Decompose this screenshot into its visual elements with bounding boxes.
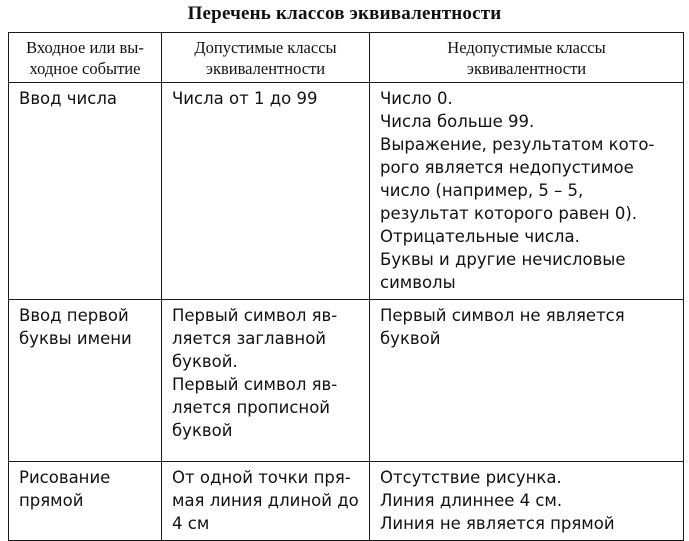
header-line: Недопустимые классы [447,38,606,57]
cell-line: Первый символ не является [380,306,625,325]
cell-line: Число 0. [380,89,453,108]
cell-line: Числа больше 99. [380,112,535,131]
cell-line: рого является недопустимое [380,158,634,177]
cell-line: Линия не является прямой [380,514,615,533]
cell-line: Рисование [19,468,111,487]
header-line: эквивалентности [205,59,326,78]
cell-line: Буквы и другие нечисловые [380,250,626,269]
header-event [9,33,162,83]
invalid-cell [370,462,684,541]
cell-line: Линия длиннее 4 см. [380,491,563,510]
header-valid-classes [162,33,370,83]
header-line: эквивалентности [466,59,587,78]
header-line: Допустимые классы [194,38,337,57]
cell-line: прямой [19,491,84,510]
event-cell [9,462,162,541]
cell-line: число (например, 5 – 5, [380,181,584,200]
header-line: Входное или вы- [26,38,144,57]
valid-cell [162,300,370,462]
cell-line: ляется заглавной [172,329,327,348]
table-row [9,83,684,300]
cell-line: ляется прописной [172,398,331,417]
header-row [9,33,684,83]
invalid-cell [370,83,684,300]
cell-line: символы [380,273,456,292]
cell-line: Числа от 1 до 99 [172,89,318,108]
cell-line: Первый символ яв- [172,375,338,394]
cell-line: Ввод первой [19,306,129,325]
event-cell [9,83,162,300]
cell-line: Отрицательные числа. [380,227,580,246]
cell-line: Ввод числа [19,89,117,108]
table-title: Перечень классов эквивалентности [187,3,502,24]
cell-line: результат которого равен 0). [380,204,638,223]
cell-line: 4 см [172,514,210,533]
cell-line: буквой. [172,352,238,371]
cell-line: буквы имени [19,329,132,348]
valid-cell [162,462,370,541]
cell-line: мая линия длиной до [172,491,359,510]
invalid-cell [370,300,684,462]
cell-line: буквой [380,329,441,348]
table-row [9,462,684,541]
cell-line: буквой [172,421,233,440]
event-cell [9,300,162,462]
cell-line: Выражение, результатом кото- [380,135,655,154]
header-line: ходное событие [29,59,141,78]
cell-line: Первый символ яв- [172,306,338,325]
cell-line: От одной точки пря- [172,468,351,487]
table-row [9,300,684,462]
header-invalid-classes [370,33,684,83]
equivalence-classes-table [8,32,684,541]
cell-line: Отсутствие рисунка. [380,468,562,487]
valid-cell [162,83,370,300]
